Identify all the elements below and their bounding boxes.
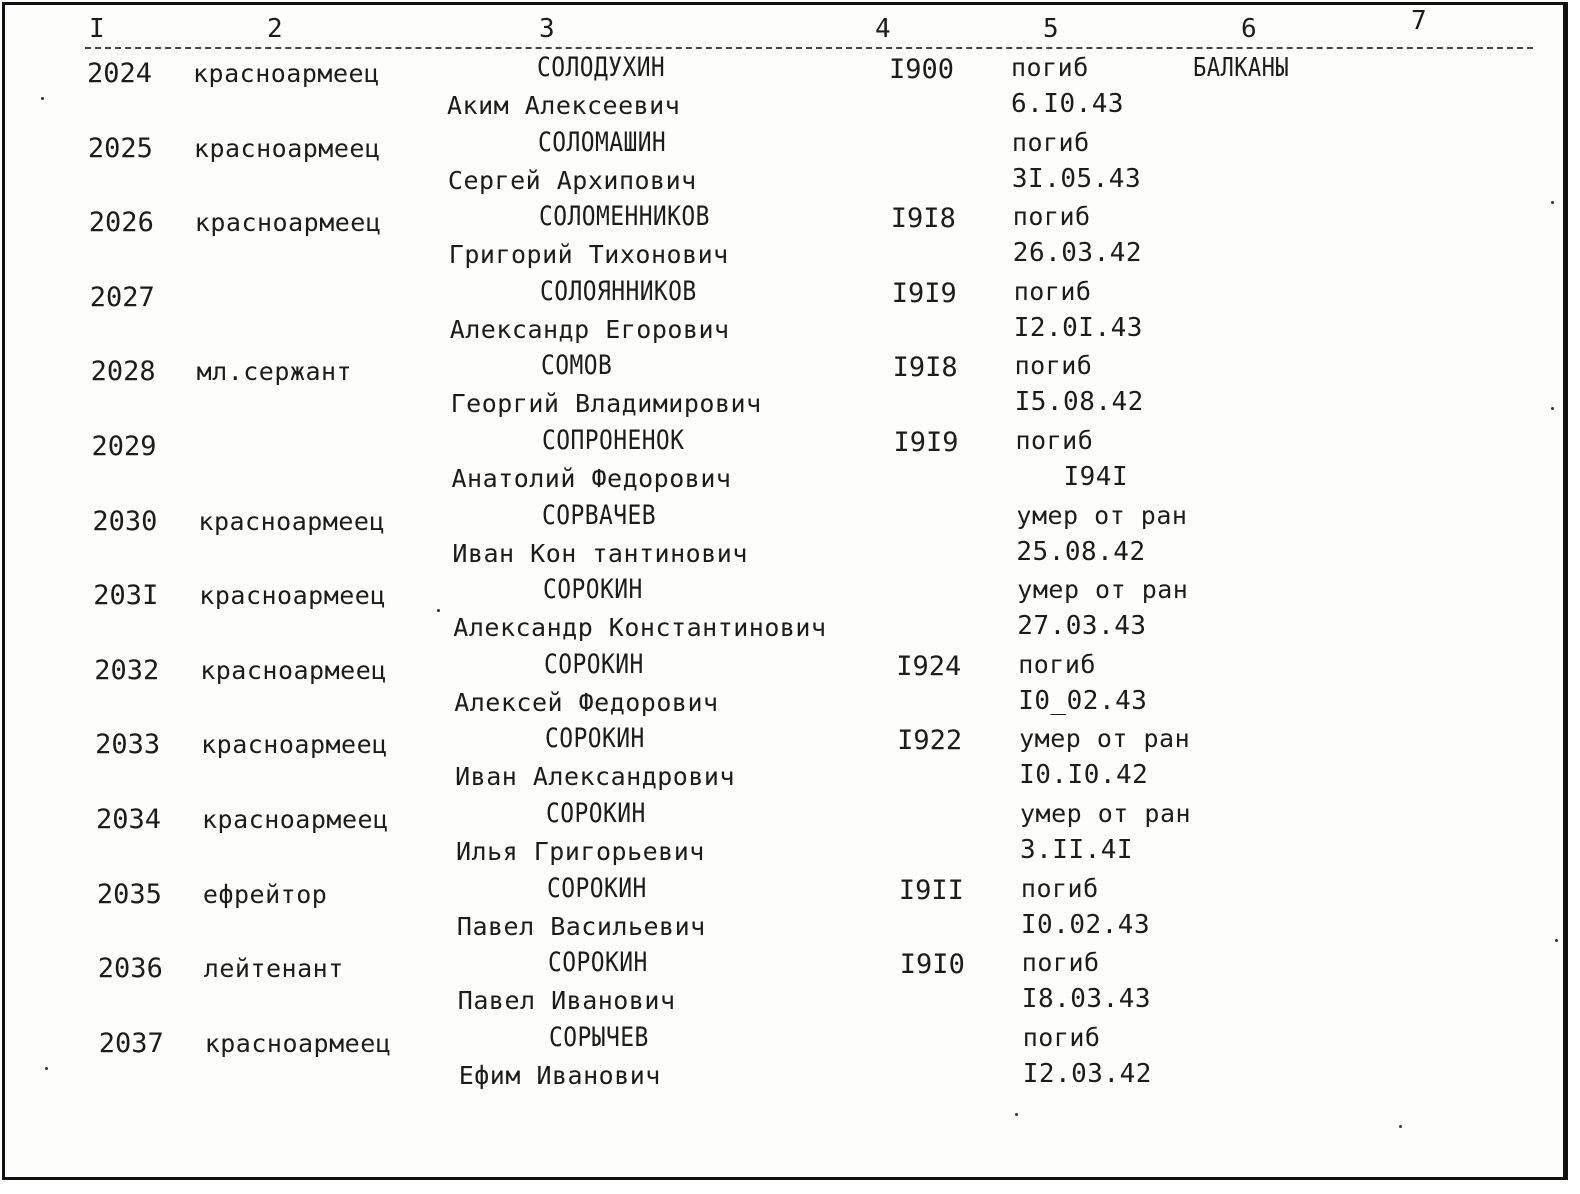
record-birth-year: I9II	[898, 874, 964, 906]
record-rank: мл.сержант	[196, 357, 353, 387]
record-row	[5, 501, 1563, 576]
record-given-name: Иван Александрович	[455, 762, 736, 792]
record-number: 203I	[93, 580, 159, 612]
scan-speck	[1015, 1113, 1018, 1116]
record-birth-year: I9I8	[890, 203, 956, 235]
record-given-name: Григорий Тихонович	[448, 240, 729, 270]
record-status: погиб	[1020, 873, 1099, 903]
record-row	[5, 277, 1563, 352]
record-number: 2033	[95, 729, 161, 761]
record-number: 2030	[92, 505, 158, 537]
column-number-1: I	[85, 15, 109, 43]
scan-speck	[1399, 1125, 1402, 1128]
record-given-name: Ефим Иванович	[458, 1060, 661, 1090]
record-status: погиб	[1011, 127, 1090, 157]
record-rank: красноармеец	[202, 805, 389, 834]
record-surname: СОРОКИН	[546, 798, 646, 829]
record-date: 3I.05.43	[1011, 163, 1142, 194]
record-status: умер от ран	[1016, 500, 1188, 530]
record-rank: красноармеец	[200, 655, 387, 685]
record-row	[5, 1023, 1563, 1098]
record-date: I0_02.43	[1018, 685, 1148, 716]
record-status: погиб	[1013, 276, 1092, 306]
record-given-name: Илья Григорьевич	[456, 837, 705, 866]
record-given-name: Иван Кон тантинович	[452, 538, 748, 568]
record-date: 6.I0.43	[1011, 89, 1125, 119]
record-surname: СОРВАЧЕВ	[542, 499, 657, 531]
record-surname: СОЛОМЕННИКОВ	[538, 201, 710, 233]
record-row	[5, 128, 1563, 203]
record-number: 2032	[94, 654, 160, 686]
column-number-6: 6	[1237, 15, 1261, 43]
record-row	[5, 874, 1563, 949]
record-status: погиб	[1011, 53, 1089, 82]
record-number: 2025	[87, 132, 153, 164]
record-rank: красноармеец	[193, 59, 380, 88]
record-number: 2037	[98, 1027, 164, 1059]
column-number-2: 2	[263, 15, 287, 43]
scan-speck	[45, 1067, 48, 1070]
record-birth-year: I9I9	[893, 427, 959, 458]
record-number: 2036	[97, 953, 163, 985]
header-dashed-line	[85, 47, 1533, 49]
record-status: умер от ран	[1017, 575, 1189, 605]
record-surname: СОРЫЧЕВ	[548, 1021, 649, 1053]
record-date: I2.0I.43	[1013, 312, 1143, 343]
record-given-name: Павел Васильевич	[456, 911, 706, 941]
record-status: погиб	[1018, 649, 1096, 679]
record-status: погиб	[1022, 1022, 1101, 1052]
record-rank: красноармеец	[193, 133, 381, 163]
record-surname: СОЛОЯННИКОВ	[539, 275, 697, 307]
record-birth-year: I900	[889, 54, 955, 85]
record-given-name: Сергей Архипович	[447, 165, 697, 195]
record-surname: СОРОКИН	[543, 574, 643, 606]
record-status: умер от ран	[1019, 724, 1191, 754]
record-status: погиб	[1021, 948, 1100, 978]
record-given-name: Павел Иванович	[457, 986, 676, 1016]
record-number: 2034	[96, 804, 162, 835]
record-date: I0.02.43	[1020, 909, 1151, 940]
scan-speck	[1551, 407, 1554, 410]
record-rank: лейтенант	[203, 954, 344, 984]
record-given-name: Аким Алексеевич	[447, 91, 681, 120]
record-birth-year: I9I0	[899, 949, 965, 981]
record-status: погиб	[1015, 426, 1094, 455]
record-rank: красноармеец	[198, 506, 386, 536]
record-status: погиб	[1012, 202, 1091, 232]
record-row	[5, 799, 1563, 874]
record-birth-year: I9I8	[892, 352, 958, 384]
record-row	[5, 650, 1563, 725]
record-surname: СОЛОМАШИН	[537, 126, 667, 158]
record-given-name: Алексей Федорович	[454, 687, 719, 717]
record-date: 25.08.42	[1016, 536, 1146, 567]
column-number-7: 7	[1407, 7, 1431, 35]
record-status: погиб	[1014, 351, 1093, 381]
record-row	[5, 724, 1563, 799]
column-number-3: 3	[535, 15, 559, 43]
record-row	[5, 53, 1563, 128]
record-surname: СОПРОНЕНОК	[541, 425, 684, 456]
scan-speck	[41, 97, 44, 100]
record-given-name: Георгий Владимирович	[450, 389, 762, 419]
record-date: I94I	[1063, 462, 1129, 492]
record-number: 2028	[90, 356, 156, 388]
record-date: 3.II.4I	[1020, 835, 1134, 865]
record-row	[5, 948, 1563, 1023]
record-date: I5.08.42	[1014, 387, 1144, 418]
column-number-4: 4	[871, 15, 895, 43]
record-birth-year: I922	[897, 725, 963, 757]
record-place: БАЛКАНЫ	[1193, 53, 1290, 83]
record-surname: СОРОКИН	[545, 723, 645, 755]
record-rank: красноармеец	[201, 730, 388, 760]
record-surname: СОРОКИН	[544, 648, 644, 680]
record-date: I8.03.43	[1021, 984, 1152, 1015]
record-date: I0.I0.42	[1019, 760, 1149, 791]
scan-speck	[437, 609, 440, 612]
scan-speck	[1555, 939, 1558, 942]
record-rank: красноармеец	[199, 581, 386, 611]
column-header	[5, 6, 1563, 55]
record-surname: СОРОКИН	[546, 872, 647, 904]
record-row	[5, 351, 1563, 426]
record-given-name: Анатолий Федорович	[451, 464, 732, 493]
record-rank: красноармеец	[204, 1028, 392, 1058]
record-birth-year: I924	[896, 650, 962, 682]
record-number: 2024	[87, 58, 153, 89]
record-rank: ефрейтор	[202, 879, 328, 909]
record-rank: красноармеец	[194, 208, 382, 238]
scan-speck	[1551, 201, 1554, 204]
record-given-name: Александр Егорович	[449, 314, 730, 344]
record-surname: СОЛОДУХИН	[537, 52, 666, 83]
record-date: I2.03.42	[1022, 1058, 1152, 1089]
record-given-name: Александр Константинович	[453, 613, 827, 643]
record-surname: СОРОКИН	[547, 947, 648, 979]
column-number-5: 5	[1039, 15, 1063, 43]
record-status: умер от ран	[1020, 799, 1192, 828]
record-row	[5, 426, 1563, 501]
record-birth-year: I9I9	[891, 277, 957, 309]
record-surname: СОМОВ	[540, 350, 612, 382]
record-number: 2027	[89, 281, 155, 313]
record-number: 2026	[88, 207, 154, 239]
record-row	[5, 202, 1563, 277]
document-page	[2, 2, 1568, 1180]
record-number: 2029	[91, 431, 157, 462]
record-row	[5, 575, 1563, 650]
record-number: 2035	[96, 878, 162, 910]
record-date: 27.03.43	[1017, 611, 1147, 642]
record-date: 26.03.42	[1012, 238, 1143, 269]
